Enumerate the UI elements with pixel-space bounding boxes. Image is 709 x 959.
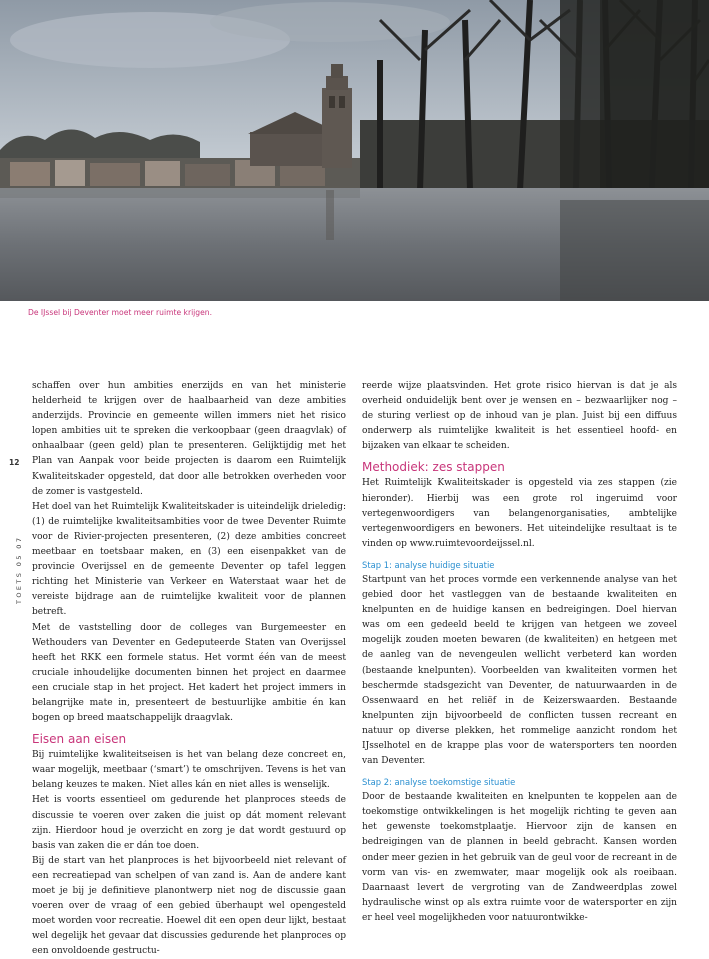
body-paragraph: schaffen over hun ambities enerzijds en van het ministerie helderheid te krijgen over de haalbaarheid van deze ambities anderzijds. Provincie en gemeente willen immers niet het risico lopen ambities uit te spreken die verkoopbaar (geen draagvlak) of onhaalbaar (geen geld) plan te presenteren. Gelijktijdig met het Plan van Aanpak voor beide projecten is daarom een Ruimtelijk Kwaliteitskader opgesteld, dat door alle betrokken overheden voor de zomer is vastgesteld. — [32, 381, 346, 497]
body-paragraph: Het doel van het Ruimtelijk Kwaliteitskader is uiteindelijk drieledig: (1) de ruimtelijke kwaliteitsambities voor de twee Deventer Ruimte voor de Rivier-projecten presenteren, (2) deze ambities concreet meetbaar en toetsbaar maken, en (3) een eisenpakket van de provincie Overijssel en de gemeente Deventer op tafel leggen richting het Ministerie van Verkeer en Waterstaat waar het de vereiste bijdrage aan de ruimtelijke kwaliteit voor de plannen betreft. — [32, 501, 346, 618]
left-column — [32, 379, 346, 959]
running-head: TOETS 05 07 — [15, 535, 23, 604]
body-paragraph: Door de bestaande kwaliteiten en knelpunten te koppelen aan de toekomstige ontwikkelingen is het mogelijk richting te geven aan het gewenste toekomstplaatje. Hiervoor zijn de kansen en bedreigingen van de plannen in beeld gebracht. Kansen worden onder meer gezien in het gebruik van de geul voor de recreant in de vorm van vis- en zwemwater, maar mogelijk ook als roeibaan. Daarnaast levert de vergroting van de Zandweerdplas zowel hydraulische winst op als extra ruimte voor de watersporter en zijn er heel veel mogelijkheden voor natuurontwikke- — [362, 792, 677, 923]
right-column — [362, 379, 677, 926]
body-paragraph: Startpunt van het proces vormde een verkennende analyse van het gebied door het vastleggen van de bestaande kwaliteiten en knelpunten en de huidige kansen en bedreigingen. Doel hiervan was om een gedeeld beeld te krijgen van hetgeen we zoveel mogelijk zouden moeten bewaren (de kwaliteiten) en hetgeen met de aanleg van de nevengeulen wellicht verbeterd kan worden (bestaande knelpunten). Voorbeelden van kwaliteiten vormen het beschermde stadsgezicht van Deventer, de natuurwaarden in de Ossenwaard en het reliëf in de Keizerswaarden. Bestaande knelpunten zijn bijvoorbeeld de conflicten tussen recreant en natuur op diverse plekken, het rommelige aanzicht rondom het IJsselhotel en de krappe plas voor de watersporters ten noorden van Deventer. — [362, 574, 677, 767]
body-paragraph: Bij de start van het planproces is het bijvoorbeeld niet relevant of een recreatiepad van schelpen of van zand is. Aan de andere kant moet je bij je definitieve planontwerp niet nog de discussie gaan voeren over de vraag of een gebied überhaupt wel opengesteld moet worden voor recreatie. Hoewel dit een open deur lijkt, bestaat wel degelijk het gevaar dat discussies gedurende het planproces op een onvoldoende gestructu- — [32, 855, 346, 957]
river-photo-illustration — [0, 0, 709, 301]
photo-caption: De IJssel bij Deventer moet meer ruimte krijgen. — [28, 308, 213, 317]
body-paragraph: reerde wijze plaatsvinden. Het grote risico hiervan is dat je als overheid onduidelijk bent over je wensen en – bezwaarlijker nog – de sturing verliest op de inhoud van je plan. Juist bij een diffuus onderwerp als ruimtelijke kwaliteit is het essentieel hoofd- en bijzaken van elkaar te scheiden. — [362, 381, 677, 452]
subheading-step-2: Stap 2: analyse toekomstige situatie — [362, 777, 516, 788]
body-paragraph: Het is voorts essentieel om gedurende het planproces steeds de discussie te voeren over zaken die juist op dát moment relevant zijn. Hierdoor houd je overzicht en zorg je dat wordt gestuurd op basis van zaken die er dán toe doen. — [32, 795, 346, 851]
header-photo — [0, 0, 709, 301]
subheading-step-1: Stap 1: analyse huidige situatie — [362, 559, 495, 570]
section-heading-methodiek: Methodiek: zes stappen — [362, 460, 505, 475]
page-number: 12 — [9, 458, 20, 467]
body-paragraph: Het Ruimtelijk Kwaliteitskader is opgesteld via zes stappen (zie hieronder). Hierbij was een grote rol ingeruimd voor vertegenwoordigers van belangenorganisaties, ambtelijke vertegenwoordigers en bewoners. Het uiteindelijke resultaat is te vinden op www.ruimtevoordeijssel.nl. — [362, 478, 677, 549]
body-paragraph: Bij ruimtelijke kwaliteitseisen is het van belang deze concreet en, waar mogelijk, meetbaar (‘smart’) te omschrijven. Tevens is het van belang keuzes te maken. Niet alles kán en niet alles is wenselijk. — [32, 750, 346, 791]
body-paragraph: Met de vaststelling door de colleges van Burgemeester en Wethouders van Deventer en Gedeputeerde Staten van Overijssel heeft het RKK een formele status. Het vormt één van de meest cruciale inhoudelijke documenten binnen het project en daarmee een cruciale stap in het project. Het kadert het project immers in belangrijke mate in, presenteert de bestuurlijke ambitie én kan bogen op breed maatschappelijk draagvlak. — [32, 622, 346, 724]
section-heading-eisen: Eisen aan eisen — [32, 732, 127, 747]
